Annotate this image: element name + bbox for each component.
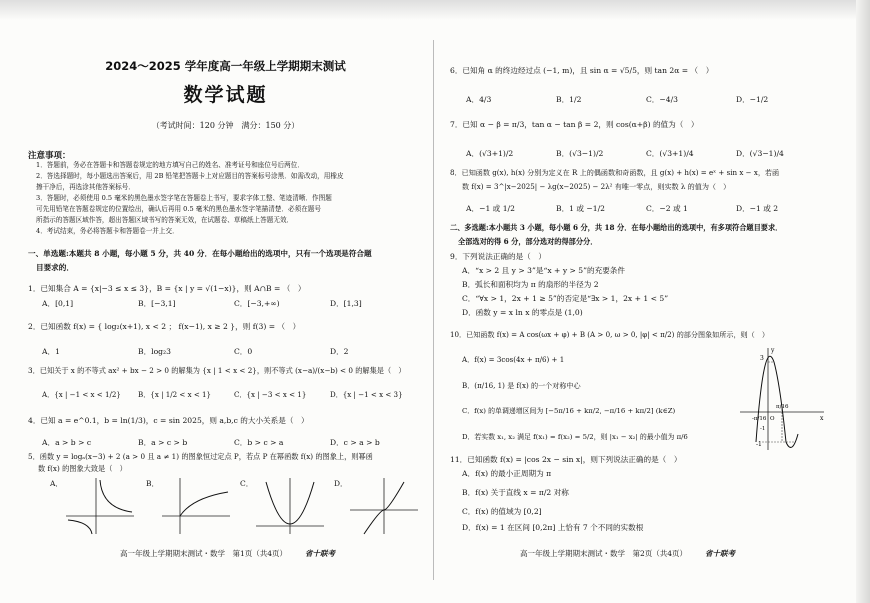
- notes-list: [36, 160, 421, 237]
- note-line: 4．考试结束，务必将答题卡和答题卷一并上交．: [36, 227, 179, 235]
- option-d: D．c > a > b: [330, 438, 380, 447]
- y-axis-label: y: [771, 347, 775, 354]
- question-9-option-c: C．“∀x > 1，2x + 1 ≥ 5”的否定是“∃x > 1，2x + 1 < 5”: [462, 294, 669, 303]
- option-b: B．(√3−1)/2: [556, 149, 604, 158]
- section-2-heading-cont: 全部选对的得 6 分，部分选对的得部分分．: [458, 237, 598, 246]
- question-9-option-a: A．“x > 2 且 y > 3”是“x + y > 5”的充要条件: [462, 266, 625, 275]
- brand-mark: 省十联考: [305, 549, 336, 558]
- column-divider: [433, 40, 434, 580]
- x-axis-label: x: [820, 415, 824, 422]
- option-c: C．{x | −3 < x < 1}: [234, 390, 307, 399]
- question-10-stem: 10．已知函数 f(x) = A cos(ωx + φ) + B (A > 0, ω > 0, |φ| < π/2) 的部分图象如所示，则（ ）: [450, 330, 769, 339]
- question-5-stem-cont: 数 f(x) 的图象大致是（ ）: [38, 464, 127, 473]
- question-6-options: [466, 94, 816, 105]
- scan-shadow-right: [856, 0, 870, 603]
- question-2-options: [42, 346, 410, 357]
- option-b: B．{x | 1/2 < x < 1}: [138, 390, 212, 399]
- option-c: C．−2 或 1: [646, 204, 688, 213]
- option-d: D．−1 或 2: [736, 204, 779, 213]
- option-d: D．{x | −1 < x < 3}: [330, 390, 403, 399]
- option-a-label: A．: [50, 479, 63, 488]
- option-d: D．(√3−1)/4: [736, 149, 784, 158]
- section-2-heading: 二、多选题:本小题共 3 小题，每小题 6 分，共 18 分．在每小题给出的选项中，有多项符合题目要求．: [450, 223, 783, 232]
- question-11-option-b: B．f(x) 关于直线 x = π/2 对称: [462, 488, 569, 497]
- notes-title: 注意事项：: [28, 151, 71, 161]
- note-line: 2．答选择题时，每小题选出答案后，用 2B 铅笔把答题卡上对应题目的答案标号涂黑．如需改动，用橡皮: [36, 172, 344, 180]
- graph-option-c: [256, 476, 326, 536]
- question-9-option-d: D．函数 y = x ln x 的零点是 (1,0): [462, 308, 583, 317]
- question-11-option-a: A．f(x) 的最小正周期为 π: [462, 469, 552, 478]
- y-tick-neg-1: -1: [760, 426, 766, 432]
- option-a: A．[0,1]: [42, 299, 74, 308]
- option-c-label: C．: [240, 479, 254, 488]
- question-10-option-a: A．f(x) = 3cos(4x + π/6) + 1: [462, 355, 565, 364]
- note-line: 3．答题时，必须使用 0.5 毫米的黑色墨水签字笔在答题卷上书写，要求字体工整、笔迹清晰．作图题: [36, 194, 332, 202]
- question-8-stem: 8．已知函数 g(x), h(x) 分别为定义在 R 上的偶函数和奇函数，且 g(x) + h(x) = eˣ + sin x − x，若函: [450, 168, 780, 177]
- question-10-option-b: B．(π/16, 1) 是 f(x) 的一个对称中心: [462, 381, 581, 390]
- footer-left-text: 高一年级上学期期末测试・数学 第1页（共4页）: [120, 549, 288, 558]
- option-a: A．{x | −1 < x < 1/2}: [42, 390, 121, 399]
- exam-title: 2024～2025 学年度高一年级上学期期末测试: [105, 59, 346, 73]
- question-7-stem: 7．已知 α − β = π/3，tan α − tan β = 2，则 cos(α+β) 的值为（ ）: [450, 120, 699, 129]
- question-10-option-c: C．f(x) 的单调递增区间为 [−5π/16 + kπ/2, −π/16 + kπ/2] (k∈Z): [462, 407, 676, 415]
- note-line: 擦干净后，再选涂其他答案标号．: [36, 183, 135, 191]
- x-tick-pi-16: π/16: [776, 404, 789, 410]
- option-c: C．b > c > a: [234, 438, 284, 447]
- question-4-stem: 4．已知 a = e^0.1，b = ln(1/3)，c = sin 2025，则 a,b,c 的大小关系是（ ）: [28, 416, 309, 425]
- question-1-stem: 1．已知集合 A = {x|−3 ≤ x ≤ 3}，B = {x | y = √(1−x)}，则 A∩B = （ ）: [28, 284, 306, 293]
- option-b: B．[−3,1]: [138, 299, 176, 308]
- graph-option-a: [66, 476, 136, 536]
- footer-right-text: 高一年级上学期期末测试・数学 第2页（共4页）: [520, 549, 688, 558]
- question-5-stem: 5．函数 y = logₐ(x−3) + 2 (a > 0 且 a ≠ 1) 的图象恒过定点 P，若点 P 在幂函数 f(x) 的图象上，则幂函: [28, 452, 373, 461]
- question-7-options: [466, 148, 816, 159]
- option-c: C．[−3,+∞): [234, 299, 280, 308]
- option-a: A．1: [42, 347, 60, 356]
- left-column: [28, 0, 423, 603]
- question-3-stem: 3．已知关于 x 的不等式 ax² + bx − 2 > 0 的解集为 {x | 1 < x < 2}，则不等式 (x−a)/(x−b) < 0 的解集是（ ）: [28, 366, 406, 375]
- option-c: C．0: [234, 347, 253, 356]
- graph-option-d: [350, 476, 420, 536]
- question-8-stem-cont: 数 f(x) = 3^|x−2025| − λg(x−2025) − 2λ² 有唯一零点，则实数 λ 的值为（ ）: [462, 182, 731, 191]
- question-3-options: [42, 390, 420, 400]
- right-column: [450, 0, 850, 603]
- y-min-label: -1: [756, 441, 762, 448]
- option-b: B．1/2: [556, 95, 582, 104]
- option-b-label: B．: [146, 479, 160, 488]
- footer-right: [520, 548, 735, 559]
- question-10-option-d: D．若实数 x₁, x₂ 满足 f(x₁) = f(x₂) = 5/2，则 |x₁ − x₂| 的最小值为 π/6: [462, 433, 688, 441]
- option-a: A．4/3: [466, 95, 492, 104]
- question-11-stem: 11．已知函数 f(x) = |cos 2x − sin x|，则下列说法正确的是（ ）: [450, 455, 682, 464]
- option-c: C．−4/3: [646, 95, 678, 104]
- question-1-options: [42, 298, 410, 309]
- question-2-stem: 2．已知函数 f(x) = { log₂(x+1), x < 2 ； f(x−1), x ≥ 2 }，则 f(3) = （ ）: [28, 322, 301, 331]
- option-d: D．[1,3]: [330, 299, 362, 308]
- note-line: 可先用铅笔在答题卷规定的位置绘出，确认后再用 0.5 毫米的黑色墨水签字笔描清楚．必须在题号: [36, 205, 322, 213]
- section-1-heading-cont: 目要求的．: [36, 263, 74, 272]
- question-6-stem: 6．已知角 α 的终边经过点 (−1, m)，且 sin α = √5/5，则 tan 2α = （ ）: [450, 66, 714, 75]
- question-4-options: [42, 437, 410, 448]
- section-1-heading: 一、单选题:本题共 8 小题，每小题 5 分，共 40 分．在每小题给出的选项中，只有一个选项是符合题: [28, 249, 372, 258]
- question-11-option-d: D．f(x) = 1 在区间 [0,2π] 上恰有 7 个不同的实数根: [462, 523, 644, 532]
- graph-option-b: [162, 476, 232, 536]
- question-8-options: [466, 203, 816, 214]
- option-a: A．(√3+1)/2: [466, 149, 514, 158]
- y-max-label: 3: [760, 355, 764, 362]
- note-line: 1．答题前，务必在答题卡和答题卷规定的地方填写自己的姓名、准考证号和座位号后两位．: [36, 161, 304, 169]
- question-9-option-b: B．弧长和面积均为 π 的扇形的半径为 2: [462, 280, 599, 289]
- option-b: B．a > c > b: [138, 438, 188, 447]
- option-a: A．−1 或 1/2: [466, 204, 515, 213]
- brand-mark: 省十联考: [705, 549, 736, 558]
- graph-question-10: [738, 344, 826, 452]
- option-c: C．(√3+1)/4: [646, 149, 694, 158]
- question-11-option-c: C．f(x) 的值域为 [0,2]: [462, 507, 542, 516]
- x-tick-neg-pi-16: -π/16: [752, 416, 767, 422]
- option-d: D．−1/2: [736, 95, 769, 104]
- option-b: B．1 或 −1/2: [556, 204, 606, 213]
- question-9-stem: 9．下列说法正确的是（ ）: [450, 252, 546, 261]
- option-d: D．2: [330, 347, 349, 356]
- footer-left: [120, 548, 335, 559]
- subject-title: 数学试题: [183, 84, 268, 106]
- option-b: B．log₂3: [138, 347, 171, 356]
- option-d-label: D．: [334, 479, 348, 488]
- exam-meta: （考试时间：120 分钟 满分：150 分）: [151, 121, 300, 130]
- origin-label: O: [770, 416, 775, 422]
- option-a: A．a > b > c: [42, 438, 92, 447]
- note-line: 所指示的答题区域作答，超出答题区域书写的答案无效，在试题卷、草稿纸上答题无效．: [36, 216, 294, 224]
